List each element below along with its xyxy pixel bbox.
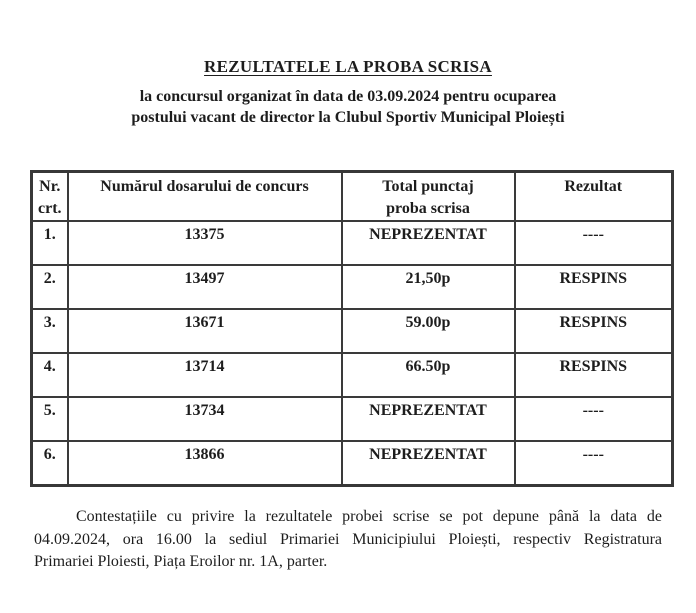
cell-dosar: 13866	[68, 441, 342, 486]
table-header-row	[32, 172, 673, 222]
header-rezultat: Rezultat	[515, 172, 673, 222]
cell-nr: 4.	[32, 353, 68, 397]
cell-punctaj: NEPREZENTAT	[342, 397, 515, 441]
table-row	[32, 397, 673, 441]
cell-rezultat: ----	[515, 441, 673, 486]
header-nr-line2: crt.	[37, 200, 62, 217]
table-row	[32, 353, 673, 397]
cell-dosar: 13375	[68, 221, 342, 265]
header-nr-line1: Nr.	[39, 178, 61, 195]
header-numar-dosar: Numărul dosarului de concurs	[68, 172, 342, 222]
cell-rezultat: RESPINS	[515, 309, 673, 353]
header-punctaj-line1: Total punctaj	[382, 178, 474, 195]
document-title-text: REZULTATELE LA PROBA SCRISA	[204, 57, 492, 76]
cell-punctaj: 59.00p	[342, 309, 515, 353]
cell-dosar: 13734	[68, 397, 342, 441]
cell-rezultat: RESPINS	[515, 353, 673, 397]
contestation-paragraph	[34, 506, 662, 574]
cell-rezultat: RESPINS	[515, 265, 673, 309]
cell-nr: 3.	[32, 309, 68, 353]
subtitle-line-1: la concursul organizat în data de 03.09.2024 pentru ocuparea	[139, 88, 557, 105]
table-row	[32, 265, 673, 309]
header-total-punctaj	[342, 172, 515, 222]
cell-nr: 6.	[32, 441, 68, 486]
cell-nr: 5.	[32, 397, 68, 441]
cell-punctaj: 21,50p	[342, 265, 515, 309]
footer-line-1: Contestațiile cu privire la rezultatele probei scrise se pot depune până la data de	[76, 508, 662, 525]
header-nr-crt	[32, 172, 68, 222]
cell-rezultat: ----	[515, 221, 673, 265]
footer-line-2: 04.09.2024, ora 16.00 la sediul Primariei Municipiului Ploiești, respectiv Registratura	[34, 530, 662, 548]
cell-nr: 2.	[32, 265, 68, 309]
subtitle-line-2: postului vacant de director la Clubul Sportiv Municipal Ploiești	[131, 109, 565, 126]
cell-dosar: 13497	[68, 265, 342, 309]
cell-punctaj: NEPREZENTAT	[342, 441, 515, 486]
document-subtitle	[0, 86, 696, 128]
table-row	[32, 221, 673, 265]
table-row	[32, 309, 673, 353]
cell-punctaj: NEPREZENTAT	[342, 221, 515, 265]
header-punctaj-line2: proba scrisa	[386, 200, 470, 217]
cell-dosar: 13714	[68, 353, 342, 397]
table-row	[32, 441, 673, 486]
footer-line-3: Primariei Ploiesti, Piața Eroilor nr. 1A, parter.	[34, 553, 328, 570]
cell-dosar: 13671	[68, 309, 342, 353]
cell-nr: 1.	[32, 221, 68, 265]
cell-rezultat: ----	[515, 397, 673, 441]
document-title	[0, 0, 696, 76]
cell-punctaj: 66.50p	[342, 353, 515, 397]
results-table	[30, 170, 674, 487]
